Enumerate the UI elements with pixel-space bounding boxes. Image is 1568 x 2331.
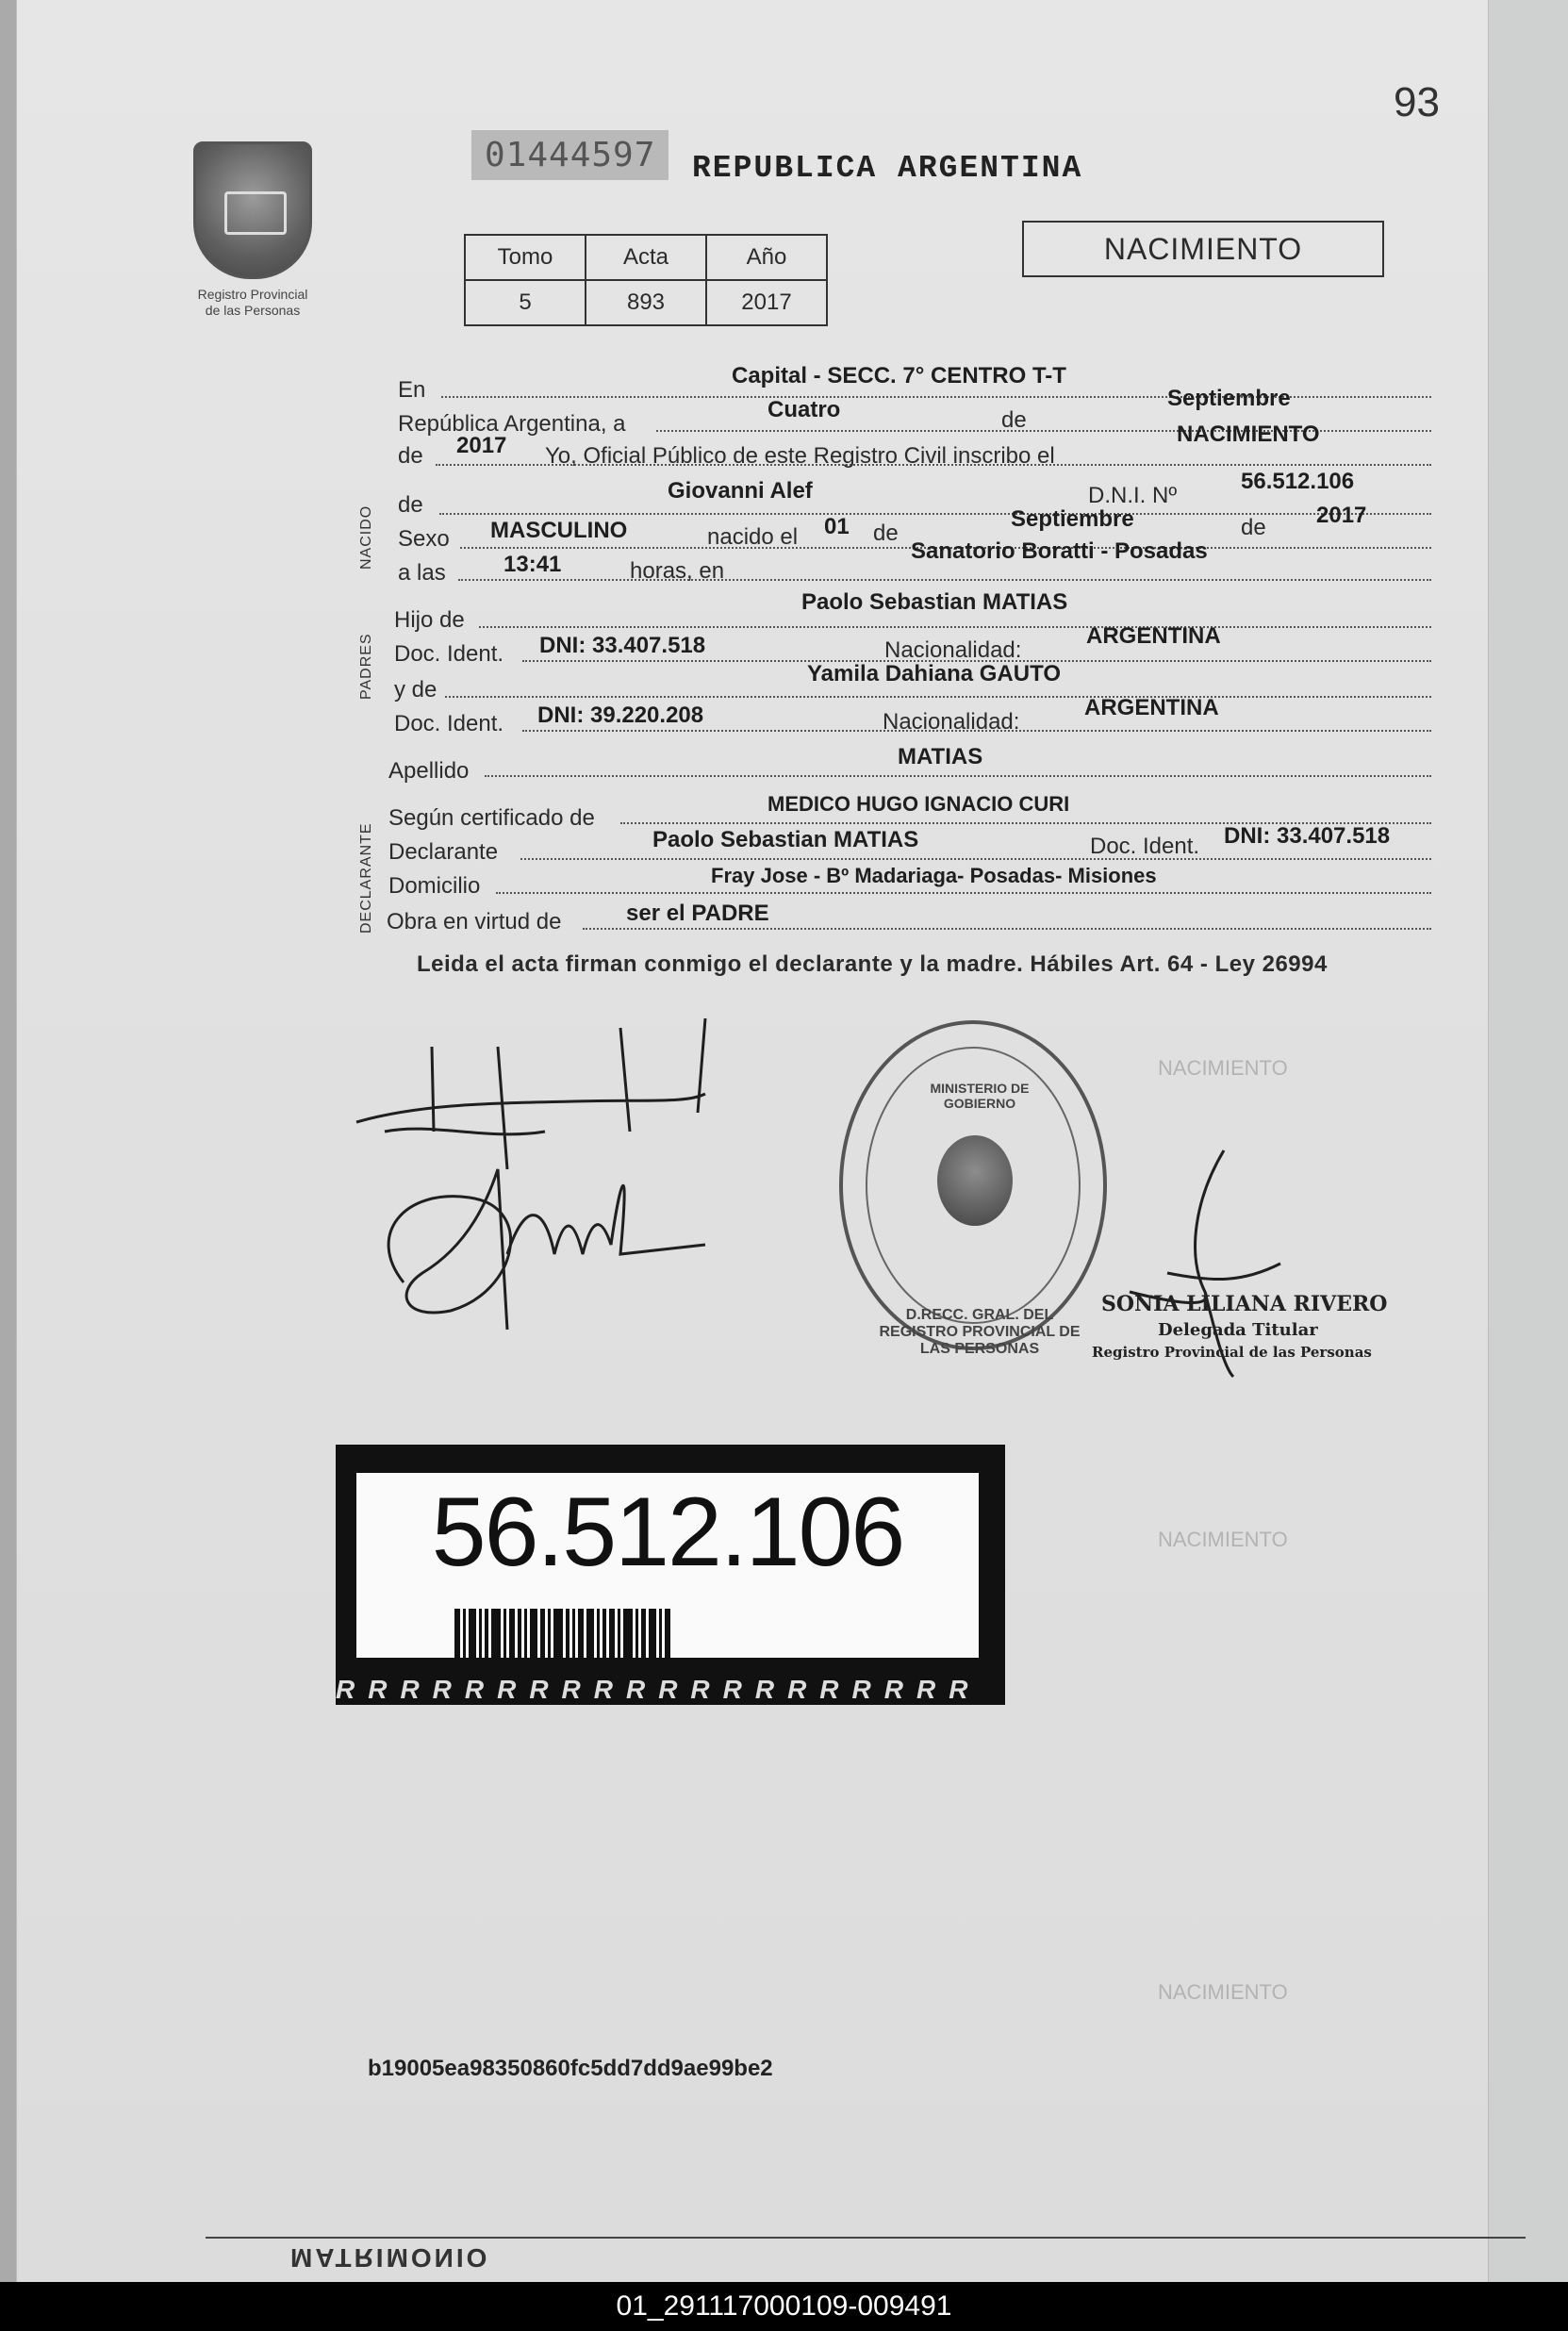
barcode-bar (659, 1609, 662, 1677)
barcode-bar (518, 1609, 521, 1677)
barcode-bar (548, 1609, 551, 1677)
footer-id-bar: 01_291117000109-009491 (0, 2282, 1568, 2331)
bleed-through-strip (206, 2237, 1526, 2284)
document-title: REPUBLICA ARGENTINA (692, 151, 1083, 186)
tomo-acta-ano-table (464, 234, 828, 326)
dotted-line (445, 696, 1431, 698)
seal-text: D.RECC. GRAL. DEL REGISTRO PROVINCIAL DE LAS PERSONAS (879, 1307, 1081, 1357)
barcode-bar (485, 1609, 488, 1677)
delegate-office: Registro Provincial de las Personas (1092, 1344, 1372, 1361)
barcode-number: 56.512.106 (431, 1478, 904, 1587)
label-de-name: de (398, 492, 423, 518)
barcode-bar (635, 1609, 638, 1677)
barcode-bar (479, 1609, 482, 1677)
value-lugar-nac: Sanatorio Boratti - Posadas (911, 538, 1208, 564)
label-yo: Yo, Oficial Público de este Registro Civil inscribo el (545, 443, 1055, 469)
value-mes-nac: Septiembre (1011, 506, 1134, 532)
barcode-bar (491, 1609, 501, 1677)
value-hora: 13:41 (503, 552, 562, 577)
label-sexo: Sexo (398, 526, 450, 552)
dotted-line (458, 579, 1431, 581)
seal-inner-text: MINISTERIO DE GOBIERNO (930, 1081, 1030, 1111)
document-page (17, 0, 1488, 2282)
delegate-name: SONIA LILIANA RIVERO (1101, 1292, 1388, 1316)
barcode-bar (665, 1609, 670, 1677)
label-y-de: y de (394, 677, 437, 703)
value-declarante: Paolo Sebastian MATIAS (652, 827, 919, 852)
meta-header-acta: Acta (586, 235, 706, 280)
label-doc-ident-2: Doc. Ident. (394, 711, 504, 736)
value-dni: 56.512.106 (1241, 469, 1355, 494)
meta-header-tomo: Tomo (465, 235, 586, 280)
shield-icon (193, 141, 312, 279)
barcode-bar (609, 1609, 615, 1677)
label-a-las: a las (398, 560, 446, 586)
label-segun: Según certificado de (388, 805, 595, 831)
label-doc-ident-3: Doc. Ident. (1090, 834, 1200, 859)
label-domicilio: Domicilio (388, 873, 481, 899)
label-de-year: de (398, 443, 423, 469)
value-padre-doc: DNI: 33.407.518 (539, 633, 706, 658)
barcode-bar (454, 1609, 460, 1677)
scan-left-edge (0, 0, 17, 2282)
meta-header-ano: Año (706, 235, 827, 280)
value-dia-texto: Cuatro (767, 397, 841, 422)
registry-seal (839, 1020, 1107, 1357)
value-nombre: Giovanni Alef (668, 478, 813, 504)
barcode-bar (618, 1609, 620, 1677)
label-dni: D.N.I. Nº (1088, 483, 1178, 508)
barcode-bar (578, 1609, 584, 1677)
delegate-role: Delegada Titular (1158, 1320, 1318, 1340)
dotted-line (496, 892, 1431, 894)
label-doc-ident-1: Doc. Ident. (394, 641, 504, 667)
value-madre: Yamila Dahiana GAUTO (807, 661, 1061, 686)
barcode-bar (572, 1609, 575, 1677)
meta-value-ano: 2017 (706, 280, 827, 325)
barcode-inner (356, 1473, 979, 1658)
barcode-bar (566, 1609, 569, 1677)
value-declarante-doc: DNI: 33.407.518 (1224, 823, 1391, 849)
label-en: En (398, 377, 426, 403)
label-de-day: de (873, 521, 899, 546)
value-domicilio: Fray Jose - Bº Madariaga- Posadas- Misiones (711, 864, 1157, 887)
dotted-line (583, 928, 1431, 930)
document-hash: b19005ea98350860fc5dd7dd9ae99be2 (368, 2056, 773, 2081)
bleed-text: MATRIMONIO (290, 2243, 490, 2273)
barcode-bar (553, 1609, 563, 1677)
dotted-line (439, 513, 1431, 515)
barcode-bar (540, 1609, 545, 1677)
label-hijo-de: Hijo de (394, 607, 465, 633)
value-apellido: MATIAS (898, 744, 983, 769)
signature-declarant (366, 1141, 724, 1367)
acta-type-box: NACIMIENTO (1022, 221, 1384, 277)
side-label-nacido: NACIDO (358, 504, 374, 570)
label-horas-en: horas, en (630, 558, 725, 584)
value-lugar: Capital - SECC. 7° CENTRO T-T (732, 363, 1066, 388)
label-nacido-el: nacido el (707, 524, 799, 550)
barcode-bar (641, 1609, 646, 1677)
value-madre-nac: ARGENTINA (1084, 695, 1219, 720)
barcode-bars (454, 1609, 850, 1677)
ghost-text: NACIMIENTO (1158, 1980, 1288, 2004)
barcode-bar (463, 1609, 466, 1677)
value-anio-nac: 2017 (1316, 503, 1367, 528)
value-padre: Paolo Sebastian MATIAS (801, 589, 1068, 615)
dotted-line (485, 775, 1431, 777)
ghost-text: NACIMIENTO (1158, 1056, 1288, 1080)
dotted-line (479, 626, 1431, 628)
emblem-caption: Registro Provincial de las Personas (197, 287, 308, 318)
label-declarante: Declarante (388, 839, 499, 865)
side-label-padres: PADRES (358, 633, 374, 700)
barcode-bar (649, 1609, 656, 1677)
value-certificado: MEDICO HUGO IGNACIO CURI (767, 792, 1070, 816)
barcode-bar (602, 1609, 606, 1677)
barcode-bar (597, 1609, 600, 1677)
meta-value-row (465, 280, 827, 325)
value-madre-doc: DNI: 39.220.208 (537, 703, 704, 728)
value-tipo: NACIMIENTO (1177, 422, 1320, 447)
value-padre-nac: ARGENTINA (1086, 623, 1221, 649)
provincial-emblem (168, 141, 338, 319)
barcode-bar (524, 1609, 527, 1677)
meta-value-acta: 893 (586, 280, 706, 325)
value-dia-nac: 01 (824, 514, 850, 539)
dotted-line (520, 858, 1431, 860)
label-nacionalidad-1: Nacionalidad: (884, 637, 1022, 663)
value-obra: ser el PADRE (626, 901, 769, 926)
barcode-pattern: RRRRRRRRRRRRRRRRRRRR (336, 1675, 982, 1703)
serial-number: 01444597 (471, 130, 668, 180)
label-de: de (1001, 407, 1027, 433)
value-anio-registro: 2017 (456, 433, 507, 458)
value-sexo: MASCULINO (490, 518, 628, 543)
meta-value-tomo: 5 (465, 280, 586, 325)
barcode-bar (530, 1609, 537, 1677)
ghost-text: NACIMIENTO (1158, 1528, 1288, 1551)
label-nacionalidad-2: Nacionalidad: (883, 709, 1020, 735)
barcode-bar (509, 1609, 515, 1677)
barcode-bar (623, 1609, 633, 1677)
barcode-bar (469, 1609, 476, 1677)
value-mes-registro: Septiembre (1167, 386, 1291, 411)
closing-statement: Leida el acta firman conmigo el declarante y la madre. Hábiles Art. 64 - Ley 26994 (417, 951, 1328, 977)
seal-emblem-icon (937, 1135, 1013, 1226)
barcode-label (336, 1445, 1005, 1705)
side-label-declarante: DECLARANTE (358, 822, 374, 934)
page-number: 93 (1394, 79, 1440, 125)
label-de-month: de (1241, 515, 1266, 540)
label-republica: República Argentina, a (398, 411, 626, 437)
meta-header-row (465, 235, 827, 280)
delegate-block (1092, 1292, 1388, 1361)
label-apellido: Apellido (388, 758, 470, 784)
label-obra: Obra en virtud de (387, 909, 562, 934)
barcode-bar (503, 1609, 506, 1677)
barcode-bar (586, 1609, 594, 1677)
